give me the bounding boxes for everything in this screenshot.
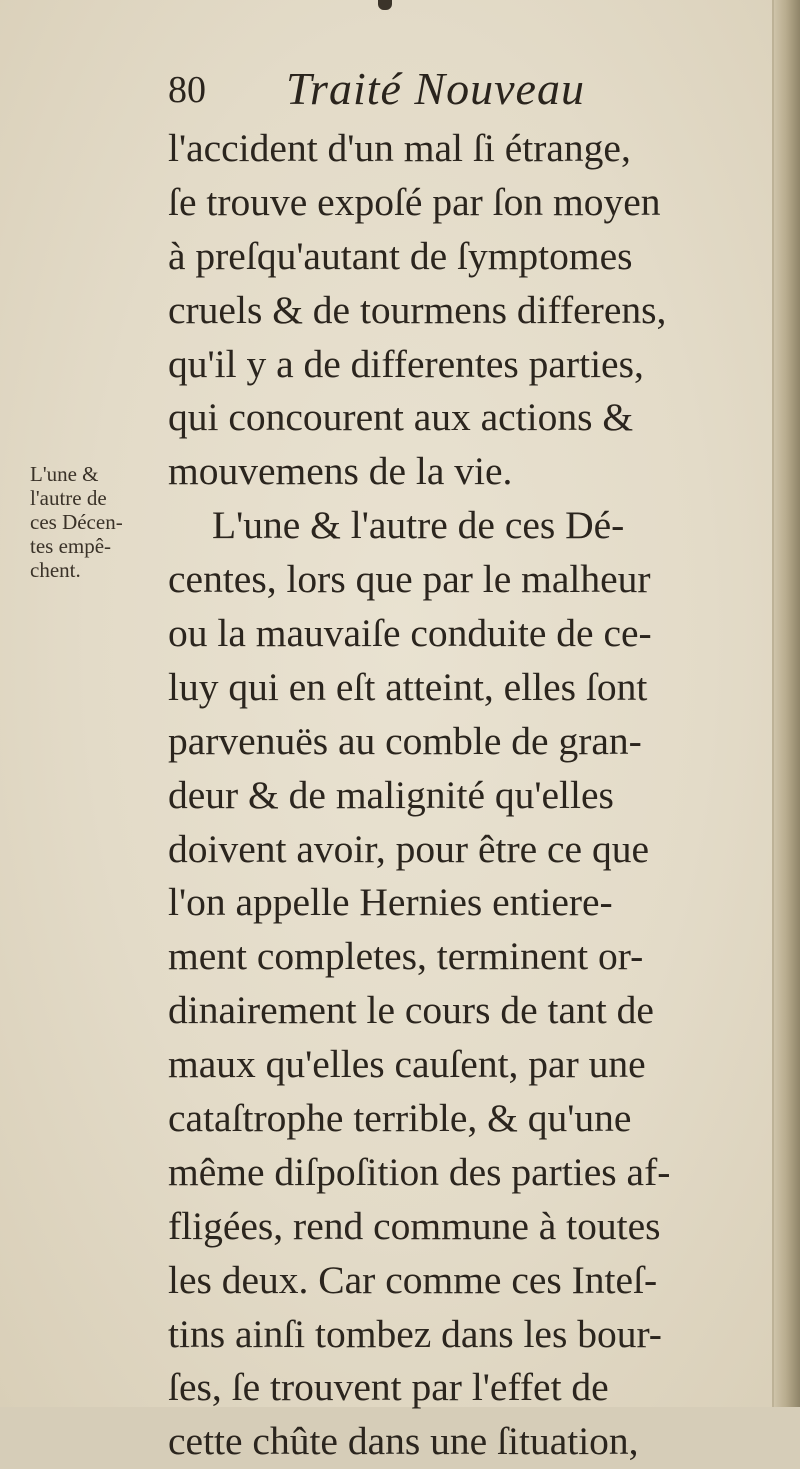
marginal-note-line: l'autre de (30, 486, 107, 510)
text-line: même diſpoſition des parties af- (168, 1149, 671, 1194)
text-line: cataſtrophe terrible, & qu'une (168, 1096, 632, 1141)
text-line: ou la mauvaiſe conduite de ce- (168, 611, 652, 656)
page-number: 80 (168, 69, 206, 111)
text-line: ſe trouve expoſé par ſon moyen (168, 179, 661, 224)
body-text (168, 122, 738, 1469)
marginal-note (30, 462, 160, 582)
text-line: cette chûte dans une ſituation, (168, 1419, 639, 1464)
page-header (168, 62, 688, 122)
ink-mark (378, 0, 392, 10)
text-line: ſes, ſe trouvent par l'effet de (168, 1365, 609, 1410)
text-line: fligées, rend commune à toutes (168, 1203, 661, 1248)
text-line: cruels & de tourmens differens, (168, 287, 667, 332)
text-line: deur & de malignité qu'elles (168, 772, 614, 817)
text-line: tins ainſi tombez dans les bour- (168, 1311, 662, 1356)
text-line: qui concourent aux actions & (168, 395, 634, 440)
text-line: mouvemens de la vie. (168, 449, 513, 494)
marginal-note-line: chent. (30, 558, 81, 582)
paragraph-start-line: L'une & l'autre de ces Dé- (212, 503, 625, 548)
text-line: doivent avoir, pour être ce que (168, 826, 650, 871)
text-line: l'accident d'un mal ſi étrange, (168, 126, 631, 170)
running-title: Traité Nouveau (286, 63, 585, 114)
marginal-note-line: ces Décen- (30, 510, 123, 534)
text-line: dinairement le cours de tant de (168, 988, 654, 1033)
page-gutter (774, 0, 800, 1407)
text-line: ment completes, terminent or- (168, 934, 644, 979)
text-line: qu'il y a de differentes parties, (168, 341, 644, 386)
text-line: l'on appelle Hernies entiere- (168, 880, 613, 925)
marginal-note-line: L'une & (30, 462, 99, 486)
text-line: maux qu'elles cauſent, par une (168, 1042, 646, 1087)
text-line: luy qui en eſt atteint, elles ſont (168, 664, 648, 709)
text-line: centes, lors que par le malheur (168, 557, 651, 602)
text-line: les deux. Car comme ces Inteſ- (168, 1257, 658, 1302)
marginal-note-line: tes empê- (30, 534, 112, 558)
text-line: parvenuës au comble de gran- (168, 718, 642, 763)
text-line: à preſqu'autant de ſymptomes (168, 233, 633, 278)
